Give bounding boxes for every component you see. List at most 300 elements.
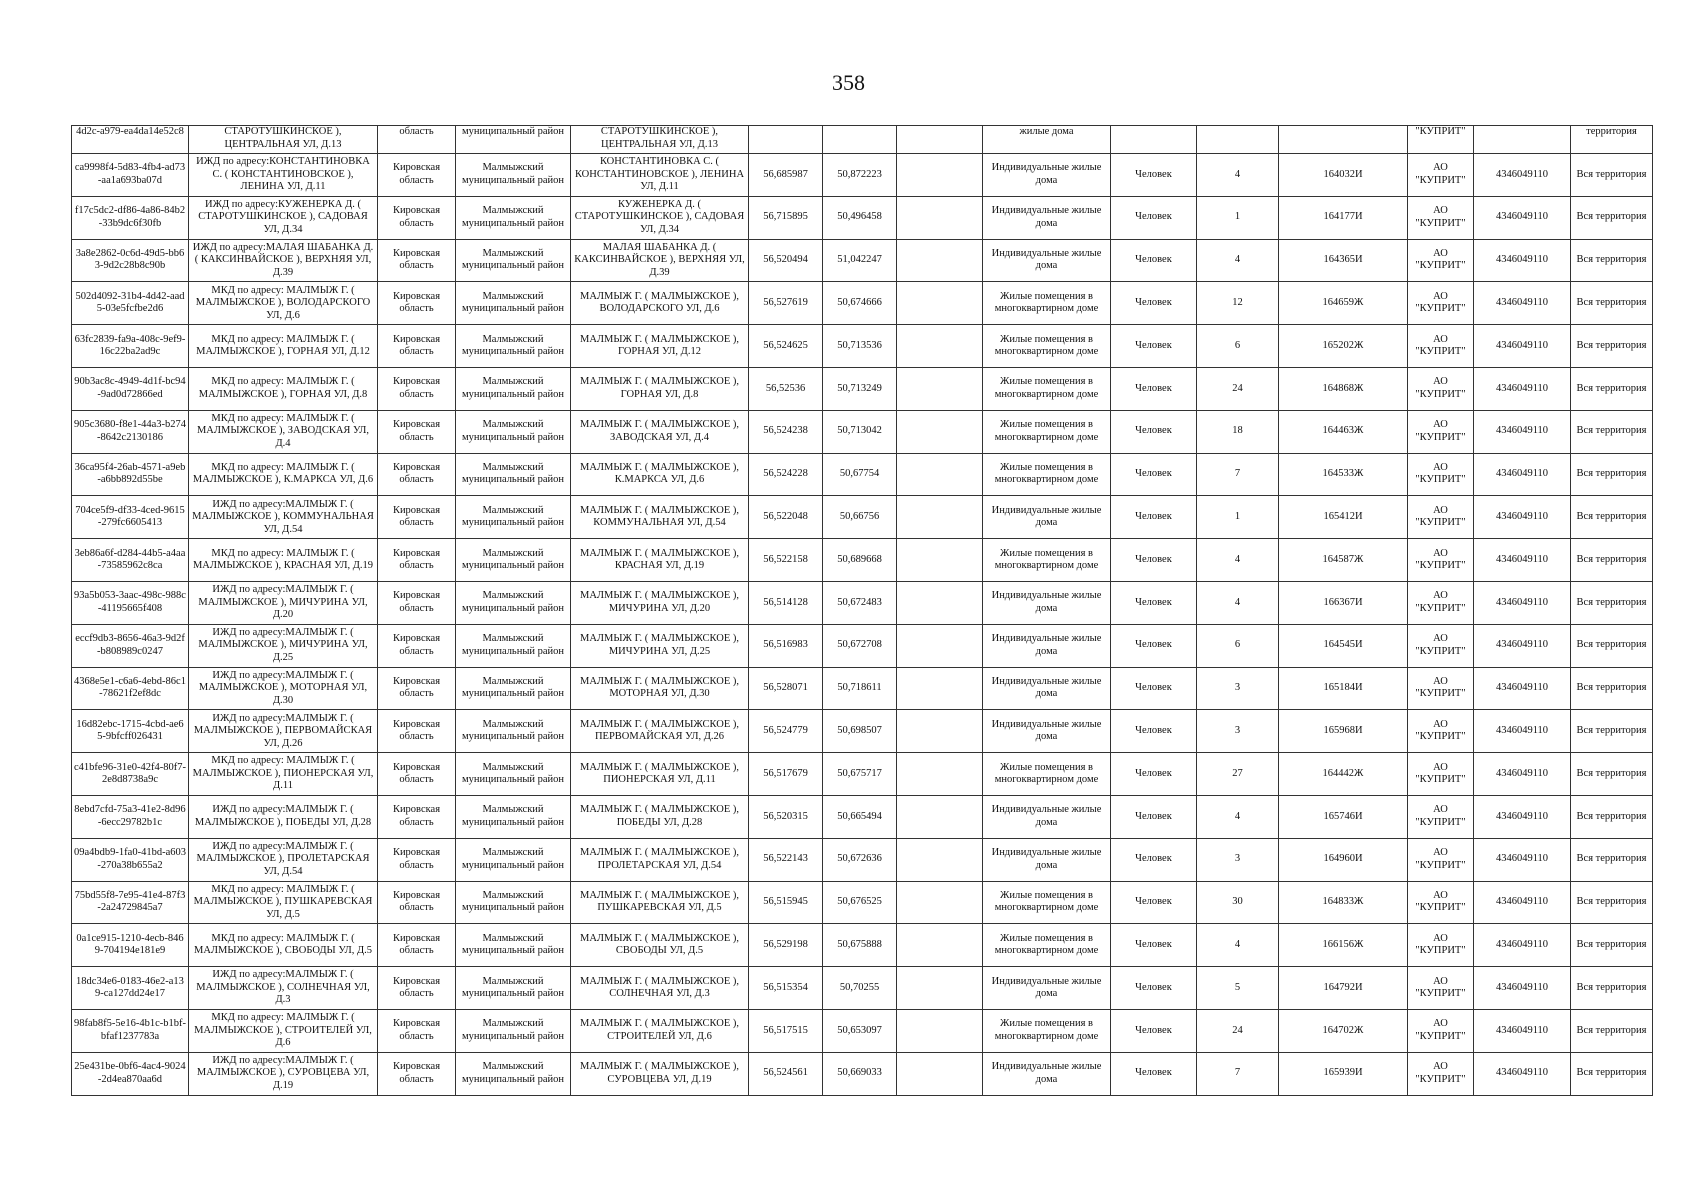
cell-code: 165184И bbox=[1279, 667, 1408, 710]
cell-district: Малмыжский муниципальный район bbox=[456, 367, 571, 410]
cell-address: МАЛМЫЖ Г. ( МАЛМЫЖСКОЕ ), МИЧУРИНА УЛ, Д.20 bbox=[571, 581, 749, 624]
cell-region: Кировская область bbox=[378, 881, 456, 924]
cell-object-name: ИЖД по адресу:МАЛМЫЖ Г. ( МАЛМЫЖСКОЕ ), ПРОЛЕТАРСКАЯ УЛ, Д.54 bbox=[189, 838, 378, 881]
cell-longitude: 50,872223 bbox=[823, 154, 897, 197]
cell-residents: 6 bbox=[1197, 325, 1279, 368]
cell-territory: Вся территория bbox=[1571, 795, 1653, 838]
cell-territory: Вся территория bbox=[1571, 154, 1653, 197]
cell-district: Малмыжский муниципальный район bbox=[456, 667, 571, 710]
cell-fias-id: 63fc2839-fa9a-408c-9ef9-16c22ba2ad9c bbox=[72, 325, 189, 368]
cell-territory: Вся территория bbox=[1571, 239, 1653, 282]
cell-district: Малмыжский муниципальный район bbox=[456, 1009, 571, 1052]
cell-residents: 1 bbox=[1197, 196, 1279, 239]
cell-district: Малмыжский муниципальный район bbox=[456, 1052, 571, 1095]
cell-latitude: 56,517515 bbox=[749, 1009, 823, 1052]
cell-longitude: 50,66756 bbox=[823, 496, 897, 539]
cell-region: Кировская область bbox=[378, 1009, 456, 1052]
cell-district: Малмыжский муниципальный район bbox=[456, 924, 571, 967]
cell-empty-col bbox=[897, 325, 983, 368]
cell-empty-col bbox=[897, 753, 983, 796]
cell-region: Кировская область bbox=[378, 539, 456, 582]
cell-address: МАЛМЫЖ Г. ( МАЛМЫЖСКОЕ ), ВОЛОДАРСКОГО УЛ, Д.6 bbox=[571, 282, 749, 325]
cell-object-name: МКД по адресу: МАЛМЫЖ Г. ( МАЛМЫЖСКОЕ ), СТРОИТЕЛЕЙ УЛ, Д.6 bbox=[189, 1009, 378, 1052]
cell-empty-col bbox=[897, 282, 983, 325]
cell-operator: АО "КУПРИТ" bbox=[1408, 282, 1474, 325]
cell-latitude: 56,524228 bbox=[749, 453, 823, 496]
cell-code: 165968И bbox=[1279, 710, 1408, 753]
cell-empty-col bbox=[897, 838, 983, 881]
cell-housing-type: Индивидуальные жилые дома bbox=[983, 196, 1111, 239]
cell-latitude: 56,524779 bbox=[749, 710, 823, 753]
cell-latitude: 56,517679 bbox=[749, 753, 823, 796]
cell-unit: Человек bbox=[1111, 239, 1197, 282]
table-row bbox=[72, 154, 1653, 197]
cell-region: Кировская область bbox=[378, 624, 456, 667]
cell-region: Кировская область bbox=[378, 325, 456, 368]
cell-housing-type: Жилые помещения в многоквартирном доме bbox=[983, 753, 1111, 796]
cell-address: МАЛМЫЖ Г. ( МАЛМЫЖСКОЕ ), К.МАРКСА УЛ, Д.6 bbox=[571, 453, 749, 496]
cell-code: 166156Ж bbox=[1279, 924, 1408, 967]
cell-inn: 4346049110 bbox=[1474, 881, 1571, 924]
cell-operator: АО "КУПРИТ" bbox=[1408, 239, 1474, 282]
cell-unit: Человек bbox=[1111, 367, 1197, 410]
cell-latitude: 56,515945 bbox=[749, 881, 823, 924]
cell-housing-type: Индивидуальные жилые дома bbox=[983, 496, 1111, 539]
cell-region: Кировская область bbox=[378, 410, 456, 453]
cell-longitude: 50,718611 bbox=[823, 667, 897, 710]
cell-housing-type: Жилые помещения в многоквартирном доме bbox=[983, 410, 1111, 453]
cell-territory: Вся территория bbox=[1571, 710, 1653, 753]
table-row bbox=[72, 282, 1653, 325]
cell-code: 164177И bbox=[1279, 196, 1408, 239]
cell-territory: Вся территория bbox=[1571, 838, 1653, 881]
cell-address: МАЛМЫЖ Г. ( МАЛМЫЖСКОЕ ), ПЕРВОМАЙСКАЯ УЛ, Д.26 bbox=[571, 710, 749, 753]
cell-code: 165412И bbox=[1279, 496, 1408, 539]
cell-territory: Вся территория bbox=[1571, 367, 1653, 410]
cell-object-name: МКД по адресу: МАЛМЫЖ Г. ( МАЛМЫЖСКОЕ ), ПИОНЕРСКАЯ УЛ, Д.11 bbox=[189, 753, 378, 796]
cell-empty-col bbox=[897, 581, 983, 624]
cell-empty-col bbox=[897, 967, 983, 1010]
cell-operator: АО "КУПРИТ" bbox=[1408, 325, 1474, 368]
table-row bbox=[72, 967, 1653, 1010]
cell-housing-type: Индивидуальные жилые дома bbox=[983, 710, 1111, 753]
cell-territory: Вся территория bbox=[1571, 624, 1653, 667]
cell-unit: Человек bbox=[1111, 1052, 1197, 1095]
cell-longitude: 50,675717 bbox=[823, 753, 897, 796]
cell-housing-type: Индивидуальные жилые дома bbox=[983, 967, 1111, 1010]
cell-region: Кировская область bbox=[378, 496, 456, 539]
cell-latitude: 56,685987 bbox=[749, 154, 823, 197]
cell-district: Малмыжский муниципальный район bbox=[456, 581, 571, 624]
cell-housing-type: Индивидуальные жилые дома bbox=[983, 624, 1111, 667]
cell-latitude: 56,514128 bbox=[749, 581, 823, 624]
cell-residents: 18 bbox=[1197, 410, 1279, 453]
cell-unit: Человек bbox=[1111, 753, 1197, 796]
cell-housing-type: Жилые помещения в многоквартирном доме bbox=[983, 1009, 1111, 1052]
cell-residents: 4 bbox=[1197, 539, 1279, 582]
cell-address: МАЛМЫЖ Г. ( МАЛМЫЖСКОЕ ), МИЧУРИНА УЛ, Д.25 bbox=[571, 624, 749, 667]
cell-empty-col bbox=[897, 196, 983, 239]
cell-object-name: ИЖД по адресу:МАЛМЫЖ Г. ( МАЛМЫЖСКОЕ ), МИЧУРИНА УЛ, Д.25 bbox=[189, 624, 378, 667]
cell-operator: АО "КУПРИТ" bbox=[1408, 753, 1474, 796]
cell-code: 164032И bbox=[1279, 154, 1408, 197]
cell-inn: 4346049110 bbox=[1474, 325, 1571, 368]
cell-address: МАЛМЫЖ Г. ( МАЛМЫЖСКОЕ ), СУРОВЦЕВА УЛ, Д.19 bbox=[571, 1052, 749, 1095]
cell-latitude: 56,522158 bbox=[749, 539, 823, 582]
cell-object-name: ИЖД по адресу:МАЛМЫЖ Г. ( МАЛМЫЖСКОЕ ), СОЛНЕЧНАЯ УЛ, Д.3 bbox=[189, 967, 378, 1010]
cell-inn: 4346049110 bbox=[1474, 453, 1571, 496]
cell-fias-id: 502d4092-31b4-4d42-aad5-03e5fcfbe2d6 bbox=[72, 282, 189, 325]
cell-fias-id: 25e431be-0bf6-4ac4-9024-2d4ea870aa6d bbox=[72, 1052, 189, 1095]
cell-district: Малмыжский муниципальный район bbox=[456, 410, 571, 453]
cell-empty-col bbox=[897, 624, 983, 667]
cell-region: Кировская область bbox=[378, 239, 456, 282]
cell-inn: 4346049110 bbox=[1474, 838, 1571, 881]
cell-operator: АО "КУПРИТ" bbox=[1408, 539, 1474, 582]
cell-region: Кировская область bbox=[378, 154, 456, 197]
cell-region: область bbox=[378, 126, 456, 154]
cell-housing-type: Индивидуальные жилые дома bbox=[983, 239, 1111, 282]
cell-latitude: 56,52536 bbox=[749, 367, 823, 410]
cell-territory: Вся территория bbox=[1571, 410, 1653, 453]
cell-territory: Вся территория bbox=[1571, 1009, 1653, 1052]
page-number: 358 bbox=[832, 70, 865, 95]
cell-residents: 4 bbox=[1197, 581, 1279, 624]
cell-operator: АО "КУПРИТ" bbox=[1408, 496, 1474, 539]
cell-empty-col bbox=[897, 924, 983, 967]
cell-empty-col bbox=[897, 410, 983, 453]
cell-longitude: 50,672708 bbox=[823, 624, 897, 667]
cell-address: МАЛМЫЖ Г. ( МАЛМЫЖСКОЕ ), ПОБЕДЫ УЛ, Д.28 bbox=[571, 795, 749, 838]
cell-empty-col bbox=[897, 496, 983, 539]
cell-fias-id: ca9998f4-5d83-4fb4-ad73-aa1a693ba07d bbox=[72, 154, 189, 197]
cell-empty-col bbox=[897, 710, 983, 753]
cell-inn: 4346049110 bbox=[1474, 624, 1571, 667]
cell-region: Кировская область bbox=[378, 924, 456, 967]
cell-address: КОНСТАНТИНОВКА С. ( КОНСТАНТИНОВСКОЕ ), ЛЕНИНА УЛ, Д.11 bbox=[571, 154, 749, 197]
cell-housing-type: Жилые помещения в многоквартирном доме bbox=[983, 539, 1111, 582]
cell-object-name: ИЖД по адресу:МАЛМЫЖ Г. ( МАЛМЫЖСКОЕ ), ПОБЕДЫ УЛ, Д.28 bbox=[189, 795, 378, 838]
cell-unit: Человек bbox=[1111, 581, 1197, 624]
cell-empty-col bbox=[897, 1009, 983, 1052]
cell-object-name: МКД по адресу: МАЛМЫЖ Г. ( МАЛМЫЖСКОЕ ), СВОБОДЫ УЛ, Д.5 bbox=[189, 924, 378, 967]
cell-housing-type: Индивидуальные жилые дома bbox=[983, 154, 1111, 197]
cell-unit: Человек bbox=[1111, 154, 1197, 197]
cell-operator: АО "КУПРИТ" bbox=[1408, 581, 1474, 624]
cell-region: Кировская область bbox=[378, 196, 456, 239]
cell-inn: 4346049110 bbox=[1474, 154, 1571, 197]
cell-unit: Человек bbox=[1111, 967, 1197, 1010]
cell-longitude: 50,689668 bbox=[823, 539, 897, 582]
cell-region: Кировская область bbox=[378, 710, 456, 753]
cell-fias-id: 704ce5f9-df33-4ced-9615-279fc6605413 bbox=[72, 496, 189, 539]
table-row bbox=[72, 1052, 1653, 1095]
cell-object-name: ИЖД по адресу:МАЛМЫЖ Г. ( МАЛМЫЖСКОЕ ), МОТОРНАЯ УЛ, Д.30 bbox=[189, 667, 378, 710]
cell-unit: Человек bbox=[1111, 624, 1197, 667]
cell-fias-id: c41bfe96-31e0-42f4-80f7-2e8d8738a9c bbox=[72, 753, 189, 796]
cell-unit: Человек bbox=[1111, 410, 1197, 453]
cell-code: 164365И bbox=[1279, 239, 1408, 282]
cell-address: МАЛМЫЖ Г. ( МАЛМЫЖСКОЕ ), КРАСНАЯ УЛ, Д.19 bbox=[571, 539, 749, 582]
cell-unit bbox=[1111, 126, 1197, 154]
cell-residents: 24 bbox=[1197, 367, 1279, 410]
cell-latitude: 56,524561 bbox=[749, 1052, 823, 1095]
cell-code: 164833Ж bbox=[1279, 881, 1408, 924]
cell-empty-col bbox=[897, 126, 983, 154]
cell-district: Малмыжский муниципальный район bbox=[456, 795, 571, 838]
table-row bbox=[72, 581, 1653, 624]
cell-housing-type: Жилые помещения в многоквартирном доме bbox=[983, 282, 1111, 325]
cell-housing-type: Жилые помещения в многоквартирном доме bbox=[983, 453, 1111, 496]
cell-residents: 30 bbox=[1197, 881, 1279, 924]
cell-region: Кировская область bbox=[378, 282, 456, 325]
cell-operator: АО "КУПРИТ" bbox=[1408, 795, 1474, 838]
cell-fias-id: f17c5dc2-df86-4a86-84b2-33b9dc6f30fb bbox=[72, 196, 189, 239]
cell-latitude: 56,516983 bbox=[749, 624, 823, 667]
cell-latitude: 56,520494 bbox=[749, 239, 823, 282]
cell-longitude: 50,676525 bbox=[823, 881, 897, 924]
cell-empty-col bbox=[897, 881, 983, 924]
cell-object-name: ИЖД по адресу:МАЛМЫЖ Г. ( МАЛМЫЖСКОЕ ), ПЕРВОМАЙСКАЯ УЛ, Д.26 bbox=[189, 710, 378, 753]
cell-latitude: 56,527619 bbox=[749, 282, 823, 325]
cell-residents: 4 bbox=[1197, 795, 1279, 838]
cell-region: Кировская область bbox=[378, 367, 456, 410]
cell-fias-id: 93a5b053-3aac-498c-988c-41195665f408 bbox=[72, 581, 189, 624]
cell-longitude bbox=[823, 126, 897, 154]
cell-district: Малмыжский муниципальный район bbox=[456, 624, 571, 667]
cell-code: 164702Ж bbox=[1279, 1009, 1408, 1052]
cell-inn: 4346049110 bbox=[1474, 196, 1571, 239]
table-row bbox=[72, 239, 1653, 282]
table-row bbox=[72, 838, 1653, 881]
cell-residents: 6 bbox=[1197, 624, 1279, 667]
table-row bbox=[72, 126, 1653, 154]
cell-territory: Вся территория bbox=[1571, 924, 1653, 967]
cell-fias-id: 16d82ebc-1715-4cbd-ae65-9bfcff026431 bbox=[72, 710, 189, 753]
cell-longitude: 50,665494 bbox=[823, 795, 897, 838]
cell-fias-id: 4d2c-a979-ea4da14e52c8 bbox=[72, 126, 189, 154]
cell-residents: 4 bbox=[1197, 239, 1279, 282]
cell-address: СТАРОТУШКИНСКОЕ ), ЦЕНТРАЛЬНАЯ УЛ, Д.13 bbox=[571, 126, 749, 154]
cell-residents: 3 bbox=[1197, 667, 1279, 710]
cell-inn: 4346049110 bbox=[1474, 367, 1571, 410]
cell-region: Кировская область bbox=[378, 795, 456, 838]
cell-empty-col bbox=[897, 795, 983, 838]
cell-territory: Вся территория bbox=[1571, 453, 1653, 496]
cell-housing-type: Индивидуальные жилые дома bbox=[983, 581, 1111, 624]
cell-latitude: 56,529198 bbox=[749, 924, 823, 967]
cell-housing-type: жилые дома bbox=[983, 126, 1111, 154]
cell-code: 164960И bbox=[1279, 838, 1408, 881]
cell-region: Кировская область bbox=[378, 453, 456, 496]
cell-residents: 7 bbox=[1197, 453, 1279, 496]
cell-territory: Вся территория bbox=[1571, 967, 1653, 1010]
cell-longitude: 50,496458 bbox=[823, 196, 897, 239]
table-row bbox=[72, 753, 1653, 796]
cell-residents: 3 bbox=[1197, 710, 1279, 753]
cell-unit: Человек bbox=[1111, 795, 1197, 838]
cell-address: КУЖЕНЕРКА Д. ( СТАРОТУШКИНСКОЕ ), САДОВАЯ УЛ, Д.34 bbox=[571, 196, 749, 239]
cell-address: МАЛМЫЖ Г. ( МАЛМЫЖСКОЕ ), СВОБОДЫ УЛ, Д.5 bbox=[571, 924, 749, 967]
cell-territory: Вся территория bbox=[1571, 196, 1653, 239]
cell-code: 164792И bbox=[1279, 967, 1408, 1010]
cell-operator: АО "КУПРИТ" bbox=[1408, 1052, 1474, 1095]
cell-address: МАЛАЯ ШАБАНКА Д. ( КАКСИНВАЙСКОЕ ), ВЕРХНЯЯ УЛ, Д.39 bbox=[571, 239, 749, 282]
cell-operator: АО "КУПРИТ" bbox=[1408, 410, 1474, 453]
cell-unit: Человек bbox=[1111, 667, 1197, 710]
cell-district: Малмыжский муниципальный район bbox=[456, 239, 571, 282]
cell-code: 166367И bbox=[1279, 581, 1408, 624]
cell-district: Малмыжский муниципальный район bbox=[456, 453, 571, 496]
cell-unit: Человек bbox=[1111, 496, 1197, 539]
cell-residents: 24 bbox=[1197, 1009, 1279, 1052]
cell-address: МАЛМЫЖ Г. ( МАЛМЫЖСКОЕ ), ГОРНАЯ УЛ, Д.12 bbox=[571, 325, 749, 368]
table-row bbox=[72, 667, 1653, 710]
cell-unit: Человек bbox=[1111, 710, 1197, 753]
table-row bbox=[72, 710, 1653, 753]
table-row bbox=[72, 453, 1653, 496]
cell-housing-type: Жилые помещения в многоквартирном доме bbox=[983, 924, 1111, 967]
cell-object-name: МКД по адресу: МАЛМЫЖ Г. ( МАЛМЫЖСКОЕ ), КРАСНАЯ УЛ, Д.19 bbox=[189, 539, 378, 582]
cell-operator: АО "КУПРИТ" bbox=[1408, 624, 1474, 667]
cell-fias-id: 90b3ac8c-4949-4d1f-bc94-9ad0d72866ed bbox=[72, 367, 189, 410]
cell-latitude: 56,715895 bbox=[749, 196, 823, 239]
cell-operator: АО "КУПРИТ" bbox=[1408, 154, 1474, 197]
cell-address: МАЛМЫЖ Г. ( МАЛМЫЖСКОЕ ), ГОРНАЯ УЛ, Д.8 bbox=[571, 367, 749, 410]
cell-code: 165746И bbox=[1279, 795, 1408, 838]
cell-unit: Человек bbox=[1111, 453, 1197, 496]
cell-territory: Вся территория bbox=[1571, 325, 1653, 368]
cell-housing-type: Жилые помещения в многоквартирном доме bbox=[983, 367, 1111, 410]
cell-region: Кировская область bbox=[378, 1052, 456, 1095]
cell-territory: Вся территория bbox=[1571, 753, 1653, 796]
cell-unit: Человек bbox=[1111, 1009, 1197, 1052]
cell-inn: 4346049110 bbox=[1474, 667, 1571, 710]
cell-longitude: 50,653097 bbox=[823, 1009, 897, 1052]
cell-inn: 4346049110 bbox=[1474, 967, 1571, 1010]
cell-object-name: СТАРОТУШКИНСКОЕ ), ЦЕНТРАЛЬНАЯ УЛ, Д.13 bbox=[189, 126, 378, 154]
cell-district: Малмыжский муниципальный район bbox=[456, 196, 571, 239]
cell-housing-type: Индивидуальные жилые дома bbox=[983, 667, 1111, 710]
cell-fias-id: 3a8e2862-0c6d-49d5-bb63-9d2c28b8c90b bbox=[72, 239, 189, 282]
cell-district: Малмыжский муниципальный район bbox=[456, 325, 571, 368]
cell-inn: 4346049110 bbox=[1474, 1052, 1571, 1095]
cell-residents: 1 bbox=[1197, 496, 1279, 539]
cell-residents: 3 bbox=[1197, 838, 1279, 881]
cell-district: муниципальный район bbox=[456, 126, 571, 154]
cell-object-name: МКД по адресу: МАЛМЫЖ Г. ( МАЛМЫЖСКОЕ ), ВОЛОДАРСКОГО УЛ, Д.6 bbox=[189, 282, 378, 325]
cell-latitude: 56,522143 bbox=[749, 838, 823, 881]
cell-inn bbox=[1474, 126, 1571, 154]
cell-unit: Человек bbox=[1111, 196, 1197, 239]
cell-housing-type: Индивидуальные жилые дома bbox=[983, 838, 1111, 881]
cell-object-name: МКД по адресу: МАЛМЫЖ Г. ( МАЛМЫЖСКОЕ ), ПУШКАРЕВСКАЯ УЛ, Д.5 bbox=[189, 881, 378, 924]
table-row bbox=[72, 410, 1653, 453]
cell-district: Малмыжский муниципальный район bbox=[456, 881, 571, 924]
cell-fias-id: 36ca95f4-26ab-4571-a9eb-a6bb892d55be bbox=[72, 453, 189, 496]
registry-table-body bbox=[72, 126, 1653, 1096]
cell-longitude: 50,67754 bbox=[823, 453, 897, 496]
table-row bbox=[72, 325, 1653, 368]
cell-longitude: 50,698507 bbox=[823, 710, 897, 753]
cell-unit: Человек bbox=[1111, 539, 1197, 582]
table-row bbox=[72, 924, 1653, 967]
cell-residents bbox=[1197, 126, 1279, 154]
cell-housing-type: Жилые помещения в многоквартирном доме bbox=[983, 325, 1111, 368]
cell-district: Малмыжский муниципальный район bbox=[456, 838, 571, 881]
cell-object-name: МКД по адресу: МАЛМЫЖ Г. ( МАЛМЫЖСКОЕ ), К.МАРКСА УЛ, Д.6 bbox=[189, 453, 378, 496]
cell-latitude: 56,524625 bbox=[749, 325, 823, 368]
cell-longitude: 50,672483 bbox=[823, 581, 897, 624]
cell-residents: 7 bbox=[1197, 1052, 1279, 1095]
cell-code: 164533Ж bbox=[1279, 453, 1408, 496]
cell-address: МАЛМЫЖ Г. ( МАЛМЫЖСКОЕ ), ПРОЛЕТАРСКАЯ УЛ, Д.54 bbox=[571, 838, 749, 881]
cell-empty-col bbox=[897, 239, 983, 282]
cell-territory: Вся территория bbox=[1571, 539, 1653, 582]
table-row bbox=[72, 539, 1653, 582]
cell-unit: Человек bbox=[1111, 924, 1197, 967]
cell-longitude: 50,713249 bbox=[823, 367, 897, 410]
cell-inn: 4346049110 bbox=[1474, 410, 1571, 453]
cell-longitude: 50,70255 bbox=[823, 967, 897, 1010]
cell-fias-id: 3eb86a6f-d284-44b5-a4aa-73585962c8ca bbox=[72, 539, 189, 582]
cell-operator: АО "КУПРИТ" bbox=[1408, 367, 1474, 410]
cell-longitude: 50,672636 bbox=[823, 838, 897, 881]
cell-fias-id: 75bd55f8-7e95-41e4-87f3-2a24729845a7 bbox=[72, 881, 189, 924]
cell-region: Кировская область bbox=[378, 581, 456, 624]
cell-object-name: МКД по адресу: МАЛМЫЖ Г. ( МАЛМЫЖСКОЕ ), ГОРНАЯ УЛ, Д.8 bbox=[189, 367, 378, 410]
cell-inn: 4346049110 bbox=[1474, 924, 1571, 967]
cell-latitude: 56,524238 bbox=[749, 410, 823, 453]
cell-operator: АО "КУПРИТ" bbox=[1408, 196, 1474, 239]
cell-territory: Вся территория bbox=[1571, 496, 1653, 539]
table-row bbox=[72, 795, 1653, 838]
cell-code: 165939И bbox=[1279, 1052, 1408, 1095]
cell-latitude: 56,520315 bbox=[749, 795, 823, 838]
cell-territory: Вся территория bbox=[1571, 667, 1653, 710]
cell-district: Малмыжский муниципальный район bbox=[456, 282, 571, 325]
cell-operator: АО "КУПРИТ" bbox=[1408, 881, 1474, 924]
cell-code: 164587Ж bbox=[1279, 539, 1408, 582]
cell-district: Малмыжский муниципальный район bbox=[456, 753, 571, 796]
cell-inn: 4346049110 bbox=[1474, 581, 1571, 624]
cell-inn: 4346049110 bbox=[1474, 239, 1571, 282]
cell-longitude: 50,669033 bbox=[823, 1052, 897, 1095]
cell-operator: АО "КУПРИТ" bbox=[1408, 667, 1474, 710]
cell-address: МАЛМЫЖ Г. ( МАЛМЫЖСКОЕ ), МОТОРНАЯ УЛ, Д.30 bbox=[571, 667, 749, 710]
cell-region: Кировская область bbox=[378, 967, 456, 1010]
cell-latitude: 56,515354 bbox=[749, 967, 823, 1010]
cell-object-name: МКД по адресу: МАЛМЫЖ Г. ( МАЛМЫЖСКОЕ ), ГОРНАЯ УЛ, Д.12 bbox=[189, 325, 378, 368]
cell-code: 164868Ж bbox=[1279, 367, 1408, 410]
cell-fias-id: 18dc34e6-0183-46e2-a139-ca127dd24e17 bbox=[72, 967, 189, 1010]
cell-region: Кировская область bbox=[378, 667, 456, 710]
cell-operator: АО "КУПРИТ" bbox=[1408, 710, 1474, 753]
cell-territory: Вся территория bbox=[1571, 282, 1653, 325]
cell-region: Кировская область bbox=[378, 753, 456, 796]
cell-fias-id: 4368e5e1-c6a6-4ebd-86c1-78621f2ef8dc bbox=[72, 667, 189, 710]
cell-unit: Человек bbox=[1111, 325, 1197, 368]
cell-operator: АО "КУПРИТ" bbox=[1408, 924, 1474, 967]
cell-housing-type: Жилые помещения в многоквартирном доме bbox=[983, 881, 1111, 924]
cell-latitude: 56,528071 bbox=[749, 667, 823, 710]
cell-address: МАЛМЫЖ Г. ( МАЛМЫЖСКОЕ ), КОММУНАЛЬНАЯ УЛ, Д.54 bbox=[571, 496, 749, 539]
cell-empty-col bbox=[897, 154, 983, 197]
cell-object-name: МКД по адресу: МАЛМЫЖ Г. ( МАЛМЫЖСКОЕ ), ЗАВОДСКАЯ УЛ, Д.4 bbox=[189, 410, 378, 453]
cell-code: 164659Ж bbox=[1279, 282, 1408, 325]
cell-inn: 4346049110 bbox=[1474, 753, 1571, 796]
cell-territory: Вся территория bbox=[1571, 881, 1653, 924]
